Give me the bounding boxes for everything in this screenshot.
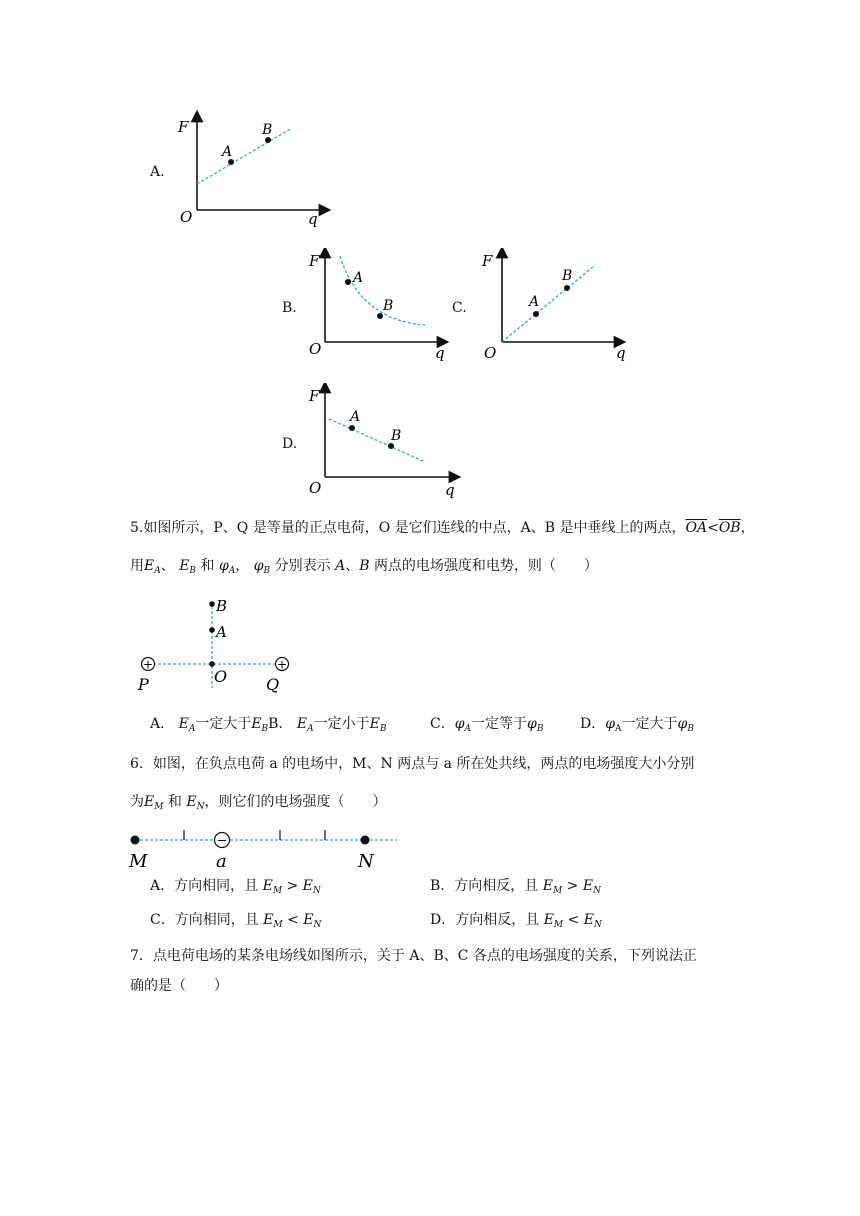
origin-label: O xyxy=(180,208,193,226)
q5-stem-text: 如图所示，P、Q 是等量的正点电荷，O 是它们连线的中点，A、B 是中垂线上的两点， xyxy=(143,520,686,536)
plus-q: + xyxy=(276,657,288,672)
q6-option-c-label: C．方向相同，且 xyxy=(150,912,259,928)
q5-ob: $\overline{OB}$ xyxy=(718,520,741,536)
option-a-label: A. xyxy=(150,164,165,180)
q6-stem2-post: ，则它们的电场强度（ ） xyxy=(204,794,387,810)
point-a-label: A xyxy=(350,409,361,425)
axis-y-label: F xyxy=(482,252,493,270)
label-n: N xyxy=(358,851,374,872)
q6-option-b-label: B．方向相反，且 xyxy=(430,878,539,894)
q6-stem2-and: 和 xyxy=(167,794,182,810)
q6-option-b[interactable]: B．方向相反，且 $E_M > E_N$ xyxy=(430,878,601,896)
q5-option-a-label: A． xyxy=(150,716,175,732)
origin-label: O xyxy=(309,340,322,358)
q5-option-c[interactable]: C．$\varphi_A$一定等于$\varphi_B$ xyxy=(430,716,544,734)
graph-d xyxy=(305,383,465,501)
q6-option-d[interactable]: D．方向相反，且 $E_M < E_N$ xyxy=(430,912,602,930)
graph-b xyxy=(305,248,455,366)
q5-stem2-post: 两点的电场强度和电势，则（ ） xyxy=(373,558,598,574)
q6-option-c-op: < xyxy=(287,912,299,928)
label-a: A xyxy=(216,623,227,641)
q5-option-d[interactable]: D．$\varphi_A$一定大于$\varphi_B$ xyxy=(580,716,694,734)
q5-option-d-text: 一定大于 xyxy=(621,716,678,732)
point-b-label: B xyxy=(391,428,402,444)
point-a xyxy=(209,627,215,633)
dashed-line xyxy=(329,419,423,461)
point-m xyxy=(131,836,140,845)
label-o: O xyxy=(214,667,228,686)
point-a xyxy=(349,425,355,431)
option-d-label: D. xyxy=(282,436,298,452)
q6-option-c[interactable]: C．方向相同，且 $E_M < E_N$ xyxy=(150,912,322,930)
q5-option-b[interactable]: B． $E_A$一定小于$E_B$ xyxy=(268,716,387,734)
dashed-line xyxy=(502,266,594,342)
q6-figure xyxy=(125,824,405,872)
axis-x-label: q xyxy=(445,481,455,499)
minus-a: − xyxy=(216,833,228,849)
option-b-label: B. xyxy=(282,300,297,316)
q5-option-b-text: 一定小于 xyxy=(313,716,370,732)
point-a-label: A xyxy=(353,270,364,286)
q5-stem-line1 xyxy=(130,518,755,538)
dashed-line xyxy=(197,128,292,184)
q5-option-a[interactable]: A． $E_A$一定大于$E_B$ xyxy=(150,716,269,734)
graph-a xyxy=(170,110,340,230)
axis-x-label: q xyxy=(435,344,445,362)
option-c-label: C. xyxy=(452,300,467,316)
origin-label: O xyxy=(309,479,322,497)
q6-stem-line1: 6．如图，在负点电荷 a 的电场中，M、N 两点与 a 所在处共线，两点的电场强度大小分别 xyxy=(130,756,695,772)
point-b-label: B xyxy=(562,268,573,284)
label-q: Q xyxy=(266,675,280,694)
point-b-label: B xyxy=(383,298,394,314)
axis-y-label: F xyxy=(309,252,320,270)
point-a-label: A xyxy=(222,144,233,160)
q6-stem-line2: 为$E_M$ 和 $E_N$，则它们的电场强度（ ） xyxy=(130,794,387,812)
axis-y-label: F xyxy=(309,387,320,405)
q5-number: 5. xyxy=(130,520,144,536)
graph-c xyxy=(482,248,632,366)
point-a-label: A xyxy=(529,294,540,310)
q5-stem2-pre: 用 xyxy=(130,558,144,574)
q6-option-d-label: D．方向相反，且 xyxy=(430,912,540,928)
label-p: P xyxy=(138,675,149,694)
point-b xyxy=(564,285,570,291)
q5-figure xyxy=(130,592,310,698)
point-a xyxy=(345,279,351,285)
q6-option-d-op: < xyxy=(567,912,580,928)
label-b: B xyxy=(216,597,228,615)
point-b-label: B xyxy=(262,122,273,138)
q7-stem-line1: 7．点电荷电场的某条电场线如图所示，关于 A、B、C 各点的电场强度的关系，下列说法正 xyxy=(130,948,697,964)
q7-stem-line2: 确的是（ ） xyxy=(130,978,228,994)
q5-option-c-label: C． xyxy=(430,716,455,732)
q6-stem2-pre: 为 xyxy=(130,794,144,810)
axis-y-label: F xyxy=(178,118,189,136)
q5-oa: $\overline{OA}$ xyxy=(685,520,708,536)
point-n xyxy=(361,836,370,845)
label-a: a xyxy=(216,851,227,872)
q6-option-a[interactable]: A．方向相同，且 $E_M > E_N$ xyxy=(150,878,321,896)
q5-option-c-text: 一定等于 xyxy=(471,716,528,732)
q5-stem-end: ， xyxy=(740,520,755,536)
q5-ineq-op: < xyxy=(707,520,719,536)
q6-option-a-op: > xyxy=(286,878,299,894)
point-o xyxy=(209,661,215,667)
q5-option-a-text: 一定大于 xyxy=(195,716,252,732)
plus-p: + xyxy=(142,657,154,672)
point-b xyxy=(209,601,215,607)
q5-options xyxy=(150,714,387,739)
q5-stem-line2: 用$E_A$、 $E_B$ 和 $\varphi_A$， $\varphi_B$ 分别表示 A、B 两点的电场强度和电势，则（ ） xyxy=(130,558,598,576)
label-m: M xyxy=(129,851,148,872)
origin-label: O xyxy=(484,344,497,362)
q5-option-b-label: B． xyxy=(268,716,293,732)
point-a xyxy=(533,311,539,317)
axis-x-label: q xyxy=(616,344,626,362)
axis-x-label: q xyxy=(308,210,318,228)
q6-option-a-label: A．方向相同，且 xyxy=(150,878,259,894)
q5-option-d-label: D． xyxy=(580,716,606,732)
q6-option-b-op: > xyxy=(566,878,579,894)
